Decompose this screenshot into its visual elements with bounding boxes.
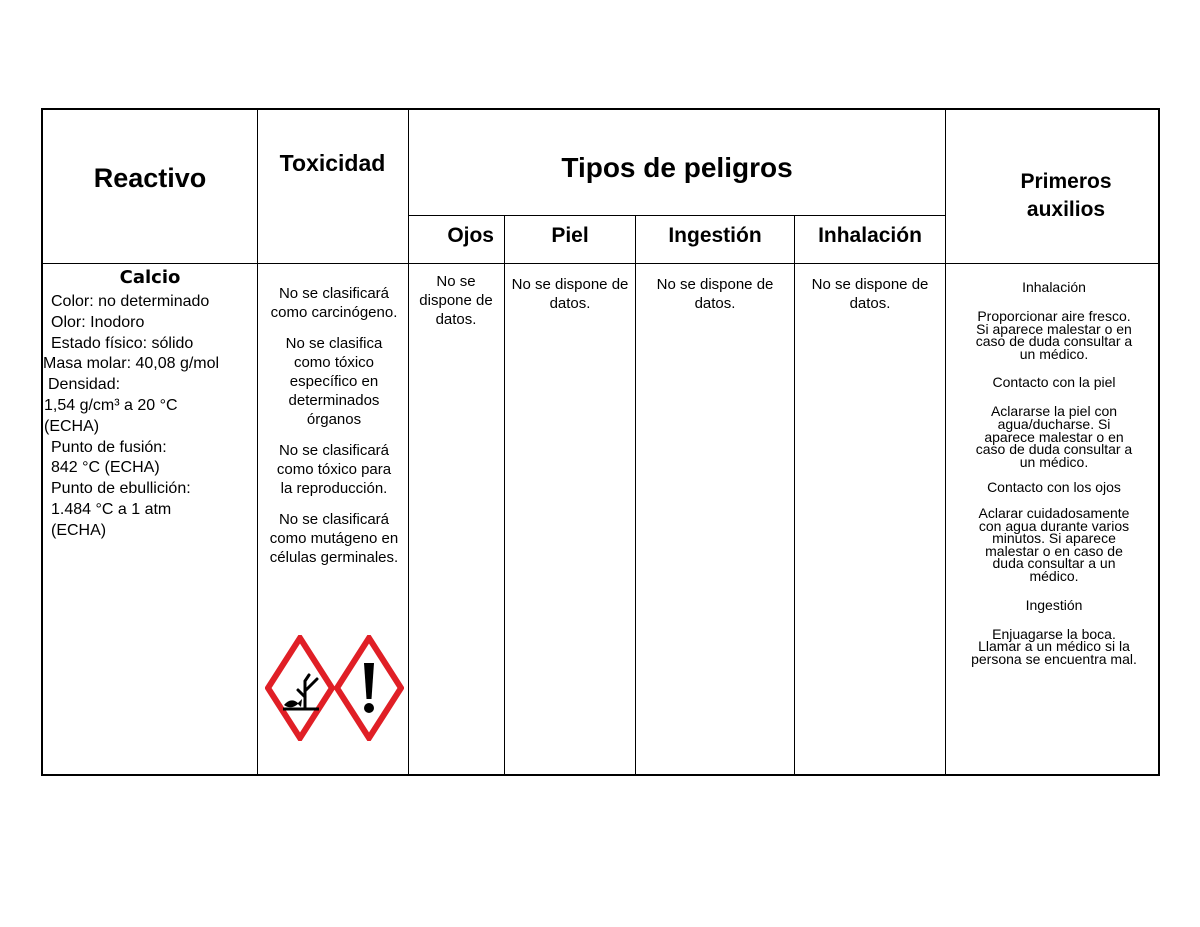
toxicidad-text: [269, 284, 399, 567]
reactivo-line: Color: no determinado: [51, 293, 210, 310]
auxilio-piel-title: Contacto con la piel: [992, 374, 1116, 391]
header-toxicidad: Toxicidad: [279, 150, 386, 176]
toxicidad-mutageno: No se clasificará como mutágeno en células germinales.: [269, 511, 399, 566]
reactivo-line: 1,54 g/cm³ a 20 °C: [44, 396, 178, 414]
hazard-table: [41, 108, 1160, 776]
reactivo-line: (ECHA): [51, 521, 107, 539]
reactivo-name: Calcio: [119, 267, 181, 288]
peligro-ojos-text: No se dispone de datos.: [419, 273, 493, 328]
auxilio-ojos-title: Contacto con los ojos: [987, 479, 1121, 496]
header-primeros-auxilios: Primeros auxilios: [1020, 170, 1112, 221]
header-tipos-de-peligros: Tipos de peligros: [561, 152, 793, 183]
peligro-piel-text: No se dispone de datos.: [511, 276, 629, 312]
header-ingestion: Ingestión: [668, 224, 762, 247]
header-inhalacion: Inhalación: [818, 224, 922, 247]
reactivo-line: Olor: Inodoro: [51, 313, 145, 331]
auxilio-inhalacion-title: Inhalación: [1022, 279, 1086, 295]
reactivo-line: (ECHA): [44, 417, 100, 435]
toxicidad-carcinogeno: No se clasificará como carcinógeno.: [270, 285, 398, 321]
header-reactivo: Reactivo: [93, 163, 207, 193]
reactivo-line: Estado físico: sólido: [51, 334, 194, 352]
reactivo-line: Punto de ebullición:: [51, 480, 191, 498]
auxilio-ingestion-text: Enjuagarse la boca. Llamar a un médico si la persona se encuentra mal.: [971, 625, 1137, 667]
auxilio-ingestion-title: Ingestión: [1025, 596, 1083, 613]
peligro-ingestion-text: No se dispone de datos.: [656, 276, 774, 312]
reactivo-line: Punto de fusión:: [51, 438, 167, 456]
environment-hazard-icon: [265, 635, 335, 741]
header-piel: Piel: [551, 224, 589, 247]
reactivo-line: 842 °C (ECHA): [51, 459, 160, 477]
auxilio-piel-text: Aclararse la piel con agua/ducharse. Si aparece malestar o en caso de duda consultar a un médico.: [975, 403, 1133, 470]
reactivo-properties: [43, 292, 257, 542]
toxicidad-reproduccion: No se clasificará como tóxico para la reproducción.: [276, 442, 392, 497]
header-ojos: Ojos: [447, 224, 494, 247]
auxilio-ojos-text: Aclarar cuidadosamente con agua durante varios minutos. Si aparece malestar o en caso de duda consultar a un médico.: [978, 504, 1130, 584]
reactivo-line: Densidad:: [48, 376, 121, 394]
reactivo-line: 1.484 °C a 1 atm: [51, 500, 172, 518]
auxilio-inhalacion-text: Proporcionar aire fresco. Si aparece malestar o en caso de duda consultar a un médico.: [975, 308, 1133, 362]
peligro-inhalacion-text: No se dispone de datos.: [811, 276, 929, 312]
exclamation-hazard-icon: [334, 635, 404, 741]
primeros-auxilios-text: [971, 278, 1137, 665]
reactivo-line: Masa molar: 40,08 g/mol: [43, 355, 220, 373]
toxicidad-organos: No se clasifica como tóxico específico en determinados órganos: [285, 335, 383, 428]
